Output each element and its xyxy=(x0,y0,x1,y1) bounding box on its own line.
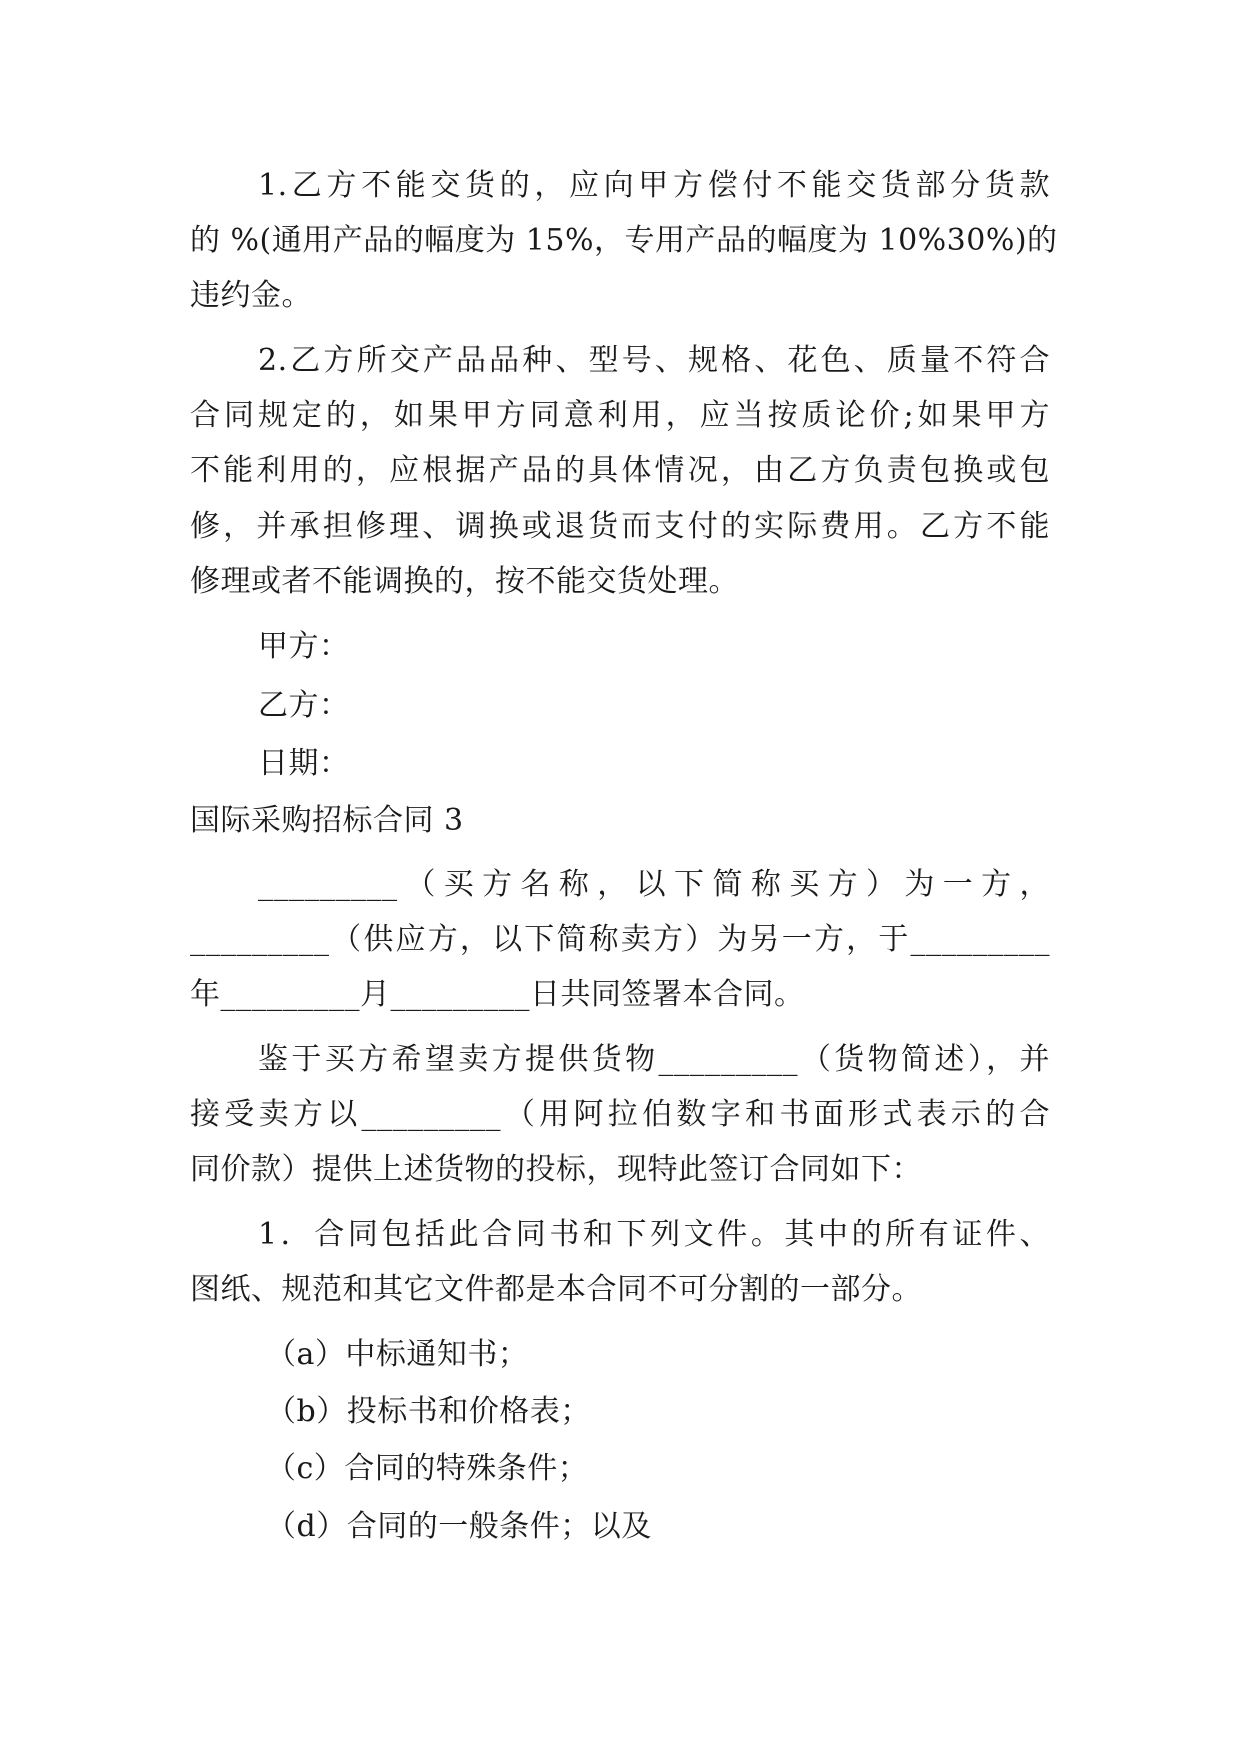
recital-line-1: 鉴于买方希望卖方提供货物_________（货物简述），并 xyxy=(258,1042,1050,1077)
clause-2-line-3: 不能利用的，应根据产品的具体情况，由乙方负责包换或包 xyxy=(190,453,1050,488)
party-a-label: 甲方： xyxy=(258,629,350,664)
clause-1-line-1: 1.乙方不能交货的，应向甲方偿付不能交货部分货款 xyxy=(258,168,1050,203)
list-item-a: （a）中标通知书； xyxy=(266,1337,529,1372)
clause-2-line-4: 修，并承担修理、调换或退货而支付的实际费用。乙方不能 xyxy=(190,509,1050,544)
clause-2-line-5: 修理或者不能调换的，按不能交货处理。 xyxy=(190,564,739,599)
article-1-line-2: 图纸、规范和其它文件都是本合同不可分割的一部分。 xyxy=(190,1272,922,1307)
clause-2-line-2: 合同规定的，如果甲方同意利用，应当按质论价;如果甲方 xyxy=(190,398,1050,433)
clause-1-line-3: 违约金。 xyxy=(190,278,312,313)
clause-2-line-1: 2.乙方所交产品品种、型号、规格、花色、质量不符合 xyxy=(258,343,1050,378)
recital-line-2: 接受卖方以_________（用阿拉伯数字和书面形式表示的合 xyxy=(190,1097,1050,1132)
preamble-line-3: 年_________月_________日共同签署本合同。 xyxy=(190,977,805,1012)
list-item-b: （b）投标书和价格表； xyxy=(266,1394,591,1429)
article-1-line-1: 1．合同包括此合同书和下列文件。其中的所有证件、 xyxy=(258,1217,1050,1252)
clause-1-line-2: 的 %(通用产品的幅度为 15%，专用产品的幅度为 10%30%)的 xyxy=(190,223,1058,258)
recital-line-3: 同价款）提供上述货物的投标，现特此签订合同如下： xyxy=(190,1152,922,1187)
party-b-label: 乙方： xyxy=(258,688,350,723)
preamble-line-1: _________（买方名称，以下简称买方）为一方， xyxy=(258,867,1050,902)
section-title: 国际采购招标合同 3 xyxy=(190,803,464,838)
date-label: 日期： xyxy=(258,746,350,781)
list-item-c: （c）合同的特殊条件； xyxy=(266,1451,589,1486)
list-item-d: （d）合同的一般条件；以及 xyxy=(266,1509,652,1544)
preamble-line-2: _________（供应方，以下简称卖方）为另一方，于_________ xyxy=(190,922,1050,957)
